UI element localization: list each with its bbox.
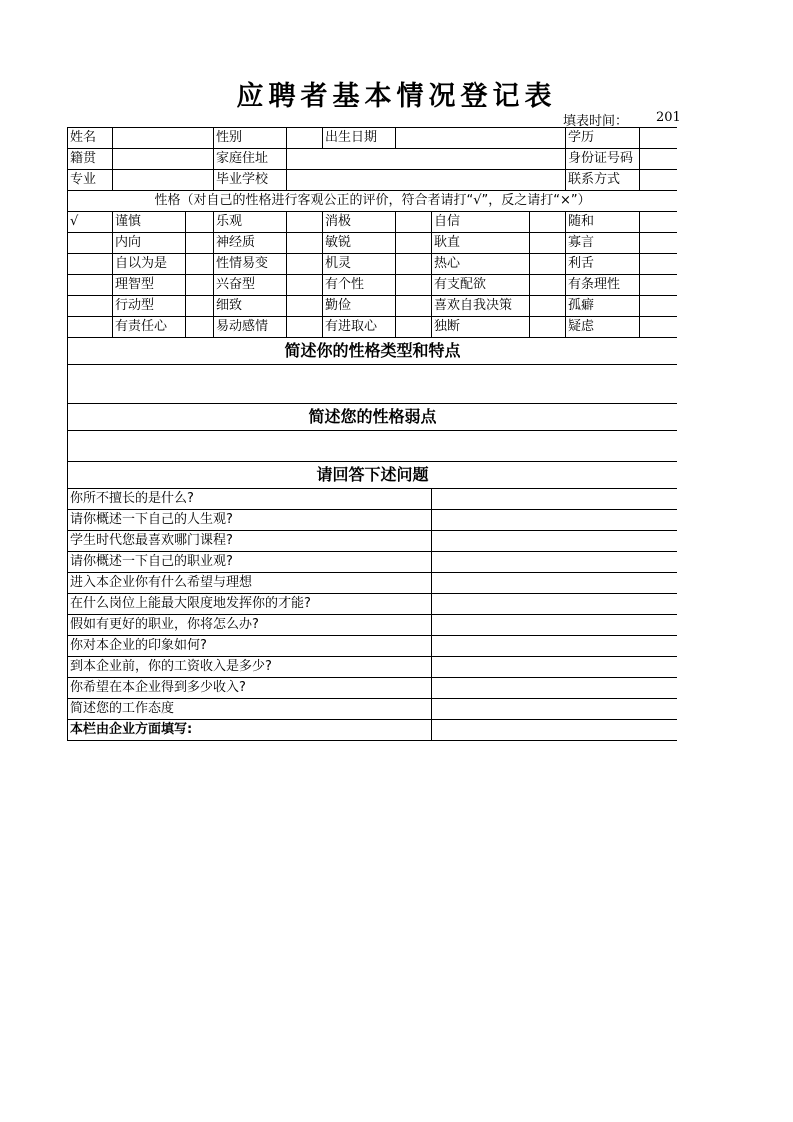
question-answer[interactable] (432, 489, 678, 510)
education-field[interactable] (640, 128, 677, 149)
address-label: 家庭住址 (214, 149, 287, 170)
section-row (68, 338, 678, 365)
trait-label: 耿直 (432, 233, 530, 254)
trait-row (68, 275, 678, 296)
major-field[interactable] (113, 170, 214, 191)
trait-row (68, 233, 678, 254)
trait-label: 有进取心 (323, 317, 396, 338)
trait-check-cell[interactable] (287, 317, 323, 338)
trait-label: 喜欢自我决策 (432, 296, 530, 317)
trait-label: 独断 (432, 317, 530, 338)
question-row (68, 489, 678, 510)
question-row (68, 657, 678, 678)
question-text: 简述您的工作态度 (68, 699, 432, 720)
trait-label: 敏锐 (323, 233, 396, 254)
trait-check-cell[interactable] (640, 317, 677, 338)
trait-row (68, 254, 678, 275)
question-answer[interactable] (432, 678, 678, 699)
trait-label: 消极 (323, 212, 396, 233)
contact-field[interactable] (640, 170, 677, 191)
weakness-answer[interactable] (68, 431, 678, 462)
personality-note-row (68, 191, 678, 212)
question-answer[interactable] (432, 699, 678, 720)
trait-check-cell[interactable] (186, 317, 214, 338)
question-answer[interactable] (432, 615, 678, 636)
trait-row (68, 212, 678, 233)
trait-label: 有条理性 (566, 275, 640, 296)
native-field[interactable] (113, 149, 214, 170)
trait-check-cell[interactable] (530, 254, 566, 275)
trait-check-cell[interactable] (287, 254, 323, 275)
trait-check-cell[interactable] (287, 296, 323, 317)
question-text: 到本企业前，你的工资收入是多少? (68, 657, 432, 678)
trait-label: 疑虑 (566, 317, 640, 338)
trait-label: 谨慎 (113, 212, 186, 233)
trait-check-cell[interactable] (640, 212, 677, 233)
question-row (68, 531, 678, 552)
name-field[interactable] (113, 128, 214, 149)
trait-label: 自以为是 (113, 254, 186, 275)
trait-label: 有责任心 (113, 317, 186, 338)
trait-label: 机灵 (323, 254, 396, 275)
basic-row-2 (68, 149, 678, 170)
question-row (68, 573, 678, 594)
trait-check-cell[interactable]: √ (68, 212, 113, 233)
trait-label: 勤俭 (323, 296, 396, 317)
question-row (68, 678, 678, 699)
trait-label: 有个性 (323, 275, 396, 296)
question-answer[interactable] (432, 552, 678, 573)
trait-check-cell[interactable] (530, 212, 566, 233)
question-row (68, 615, 678, 636)
answer-row (68, 365, 678, 404)
question-text: 你所不擅长的是什么? (68, 489, 432, 510)
trait-check-cell[interactable] (186, 233, 214, 254)
gender-field[interactable] (287, 128, 323, 149)
trait-check-cell[interactable] (640, 296, 677, 317)
question-text: 你希望在本企业得到多少收入? (68, 678, 432, 699)
school-field[interactable] (287, 170, 566, 191)
registration-form (67, 127, 677, 741)
question-answer[interactable] (432, 531, 678, 552)
birth-field[interactable] (396, 128, 566, 149)
trait-check-cell[interactable] (530, 317, 566, 338)
question-row (68, 552, 678, 573)
section-questions: 请回答下述问题 (68, 462, 678, 489)
address-field[interactable] (287, 149, 566, 170)
personality-note: 性格（对自己的性格进行客观公正的评价，符合者请打“√”，反之请打“×”） (68, 191, 678, 212)
question-row (68, 636, 678, 657)
trait-check-cell[interactable] (396, 233, 432, 254)
trait-check-cell[interactable] (396, 254, 432, 275)
company-row (68, 720, 678, 741)
fill-time-label: 填表时间： (563, 114, 629, 129)
contact-label: 联系方式 (566, 170, 640, 191)
id-field[interactable] (640, 149, 677, 170)
native-label: 籍贯 (68, 149, 113, 170)
gender-label: 性别 (214, 128, 287, 149)
question-text: 假如有更好的职业，你将怎么办? (68, 615, 432, 636)
name-label: 姓名 (68, 128, 113, 149)
trait-label: 易动感情 (214, 317, 287, 338)
question-text: 请你概述一下自己的人生观? (68, 510, 432, 531)
question-answer[interactable] (432, 510, 678, 531)
trait-row (68, 296, 678, 317)
trait-check-cell[interactable] (640, 275, 677, 296)
trait-label: 利舌 (566, 254, 640, 275)
question-row (68, 510, 678, 531)
school-label: 毕业学校 (214, 170, 287, 191)
trait-label: 自信 (432, 212, 530, 233)
trait-label: 孤癖 (566, 296, 640, 317)
trait-label: 乐观 (214, 212, 287, 233)
trait-check-cell[interactable] (530, 233, 566, 254)
birth-label: 出生日期 (323, 128, 396, 149)
trait-check-cell[interactable] (287, 233, 323, 254)
trait-check-cell[interactable] (68, 317, 113, 338)
trait-check-cell[interactable] (640, 254, 677, 275)
question-row (68, 594, 678, 615)
section-personality-type: 简述你的性格类型和特点 (68, 338, 678, 365)
question-answer[interactable] (432, 657, 678, 678)
trait-check-cell[interactable] (396, 296, 432, 317)
trait-label: 性情易变 (214, 254, 287, 275)
question-text: 在什么岗位上能最大限度地发挥你的才能? (68, 594, 432, 615)
section-weakness: 简述您的性格弱点 (68, 404, 678, 431)
trait-check-cell[interactable] (530, 275, 566, 296)
trait-check-cell[interactable] (530, 296, 566, 317)
section-row (68, 404, 678, 431)
trait-label: 寡言 (566, 233, 640, 254)
trait-check-cell[interactable] (68, 296, 113, 317)
question-answer[interactable] (432, 636, 678, 657)
page-title: 应聘者基本情况登记表 (236, 81, 557, 112)
trait-check-cell[interactable] (396, 212, 432, 233)
basic-row-1 (68, 128, 678, 149)
trait-check-cell[interactable] (68, 233, 113, 254)
question-answer[interactable] (432, 594, 678, 615)
trait-label: 随和 (566, 212, 640, 233)
id-label: 身份证号码 (566, 149, 640, 170)
trait-check-cell[interactable] (287, 212, 323, 233)
question-text: 你对本企业的印象如何? (68, 636, 432, 657)
trait-check-cell[interactable] (186, 254, 214, 275)
question-row (68, 699, 678, 720)
trait-check-cell[interactable] (68, 254, 113, 275)
section-row (68, 462, 678, 489)
question-text: 进入本企业你有什么希望与理想 (68, 573, 432, 594)
trait-check-cell[interactable] (68, 275, 113, 296)
company-field[interactable] (432, 720, 678, 741)
trait-check-cell[interactable] (186, 212, 214, 233)
trait-label: 有支配欲 (432, 275, 530, 296)
trait-row (68, 317, 678, 338)
trait-label: 行动型 (113, 296, 186, 317)
basic-row-3 (68, 170, 678, 191)
trait-check-cell[interactable] (287, 275, 323, 296)
major-label: 专业 (68, 170, 113, 191)
trait-check-cell[interactable] (186, 275, 214, 296)
trait-check-cell[interactable] (396, 317, 432, 338)
trait-check-cell[interactable] (186, 296, 214, 317)
question-answer[interactable] (432, 573, 678, 594)
fill-time-value: 201 (656, 110, 681, 125)
question-text: 学生时代您最喜欢哪门课程? (68, 531, 432, 552)
trait-label: 内向 (113, 233, 186, 254)
trait-label: 细致 (214, 296, 287, 317)
answer-row (68, 431, 678, 462)
trait-label: 理智型 (113, 275, 186, 296)
education-label: 学历 (566, 128, 640, 149)
company-note: 本栏由企业方面填写: (68, 720, 432, 741)
question-text: 请你概述一下自己的职业观? (68, 552, 432, 573)
personality-type-answer[interactable] (68, 365, 678, 404)
trait-check-cell[interactable] (396, 275, 432, 296)
trait-label: 兴奋型 (214, 275, 287, 296)
trait-check-cell[interactable] (640, 233, 677, 254)
trait-label: 神经质 (214, 233, 287, 254)
trait-label: 热心 (432, 254, 530, 275)
